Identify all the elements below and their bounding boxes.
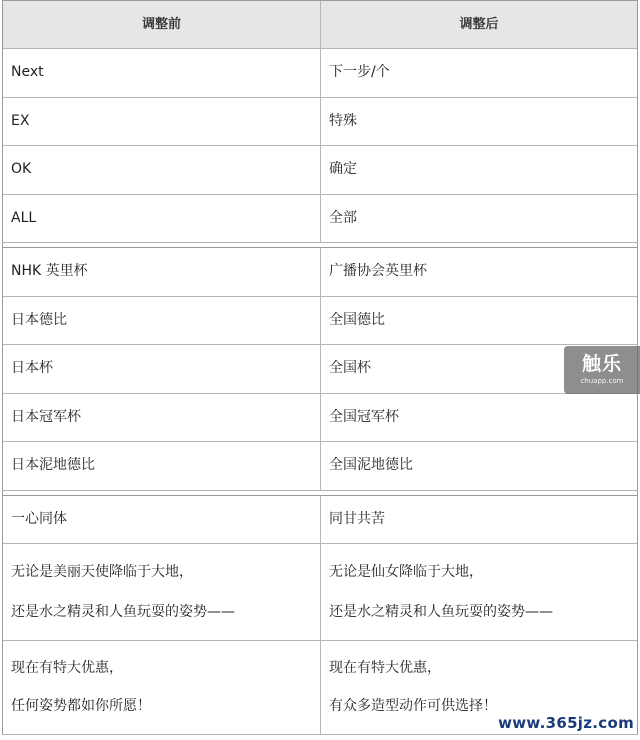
cell-before: 日本杯 [11,360,53,377]
table-row [2,98,638,147]
header-after: 调整后 [320,1,637,48]
cell-before [3,544,320,640]
cell-before [3,641,320,734]
cell-after [320,544,637,640]
cell-after: 同甘共苦 [320,496,637,544]
table-row [2,496,638,545]
text-line: 无论是美丽天使降临于大地， [11,563,193,580]
table-row [2,297,638,346]
site-watermark: www.365jz.com [498,714,634,732]
text-line: 任何姿势都如你所愿！ [11,698,151,715]
watermark-logo: 触乐 [581,353,622,375]
cell-before: 日本泥地德比 [11,457,95,474]
cell-before: EX [11,112,30,129]
cell-before: NHK 英里杯 [11,263,88,280]
table-row [2,544,638,641]
cell-after: 广播协会英里杯 [320,248,637,296]
watermark-sub: chuapp.com [580,377,624,385]
cell-after: 确定 [320,146,637,194]
table-row [2,442,638,491]
cell-before: 日本冠军杯 [11,408,81,425]
header-before: 调整前 [141,16,181,32]
cell-after: 全国杯 [320,345,637,393]
text-line: 还是水之精灵和人鱼玩耍的姿势—— [329,603,553,620]
table-row [2,248,638,297]
table-row [2,195,638,244]
cell-after: 全国冠军杯 [320,394,637,442]
cell-before: 一心同体 [11,510,67,527]
cell-before: ALL [11,209,37,226]
text-line: 有众多造型动作可供选择！ [329,698,497,715]
cell-after: 下一步/个 [320,49,637,97]
table-row [2,345,638,394]
table-row [2,49,638,98]
cell-after: 全部 [320,195,637,243]
table-row [2,146,638,195]
text-line: 无论是仙女降临于大地， [329,563,483,580]
chuapp-watermark [564,346,640,394]
text-line: 现在有特大优惠， [11,659,123,676]
cell-before: Next [11,64,44,81]
cell-after: 特殊 [320,98,637,146]
cell-after: 全国泥地德比 [320,442,637,490]
translation-table [2,0,638,735]
table-row [2,394,638,443]
text-line: 还是水之精灵和人鱼玩耍的姿势—— [11,603,235,620]
text-line: 现在有特大优惠， [329,659,441,676]
cell-before: OK [11,161,32,178]
cell-after: 全国德比 [320,297,637,345]
cell-before: 日本德比 [11,311,67,328]
table-header-row [2,0,638,49]
